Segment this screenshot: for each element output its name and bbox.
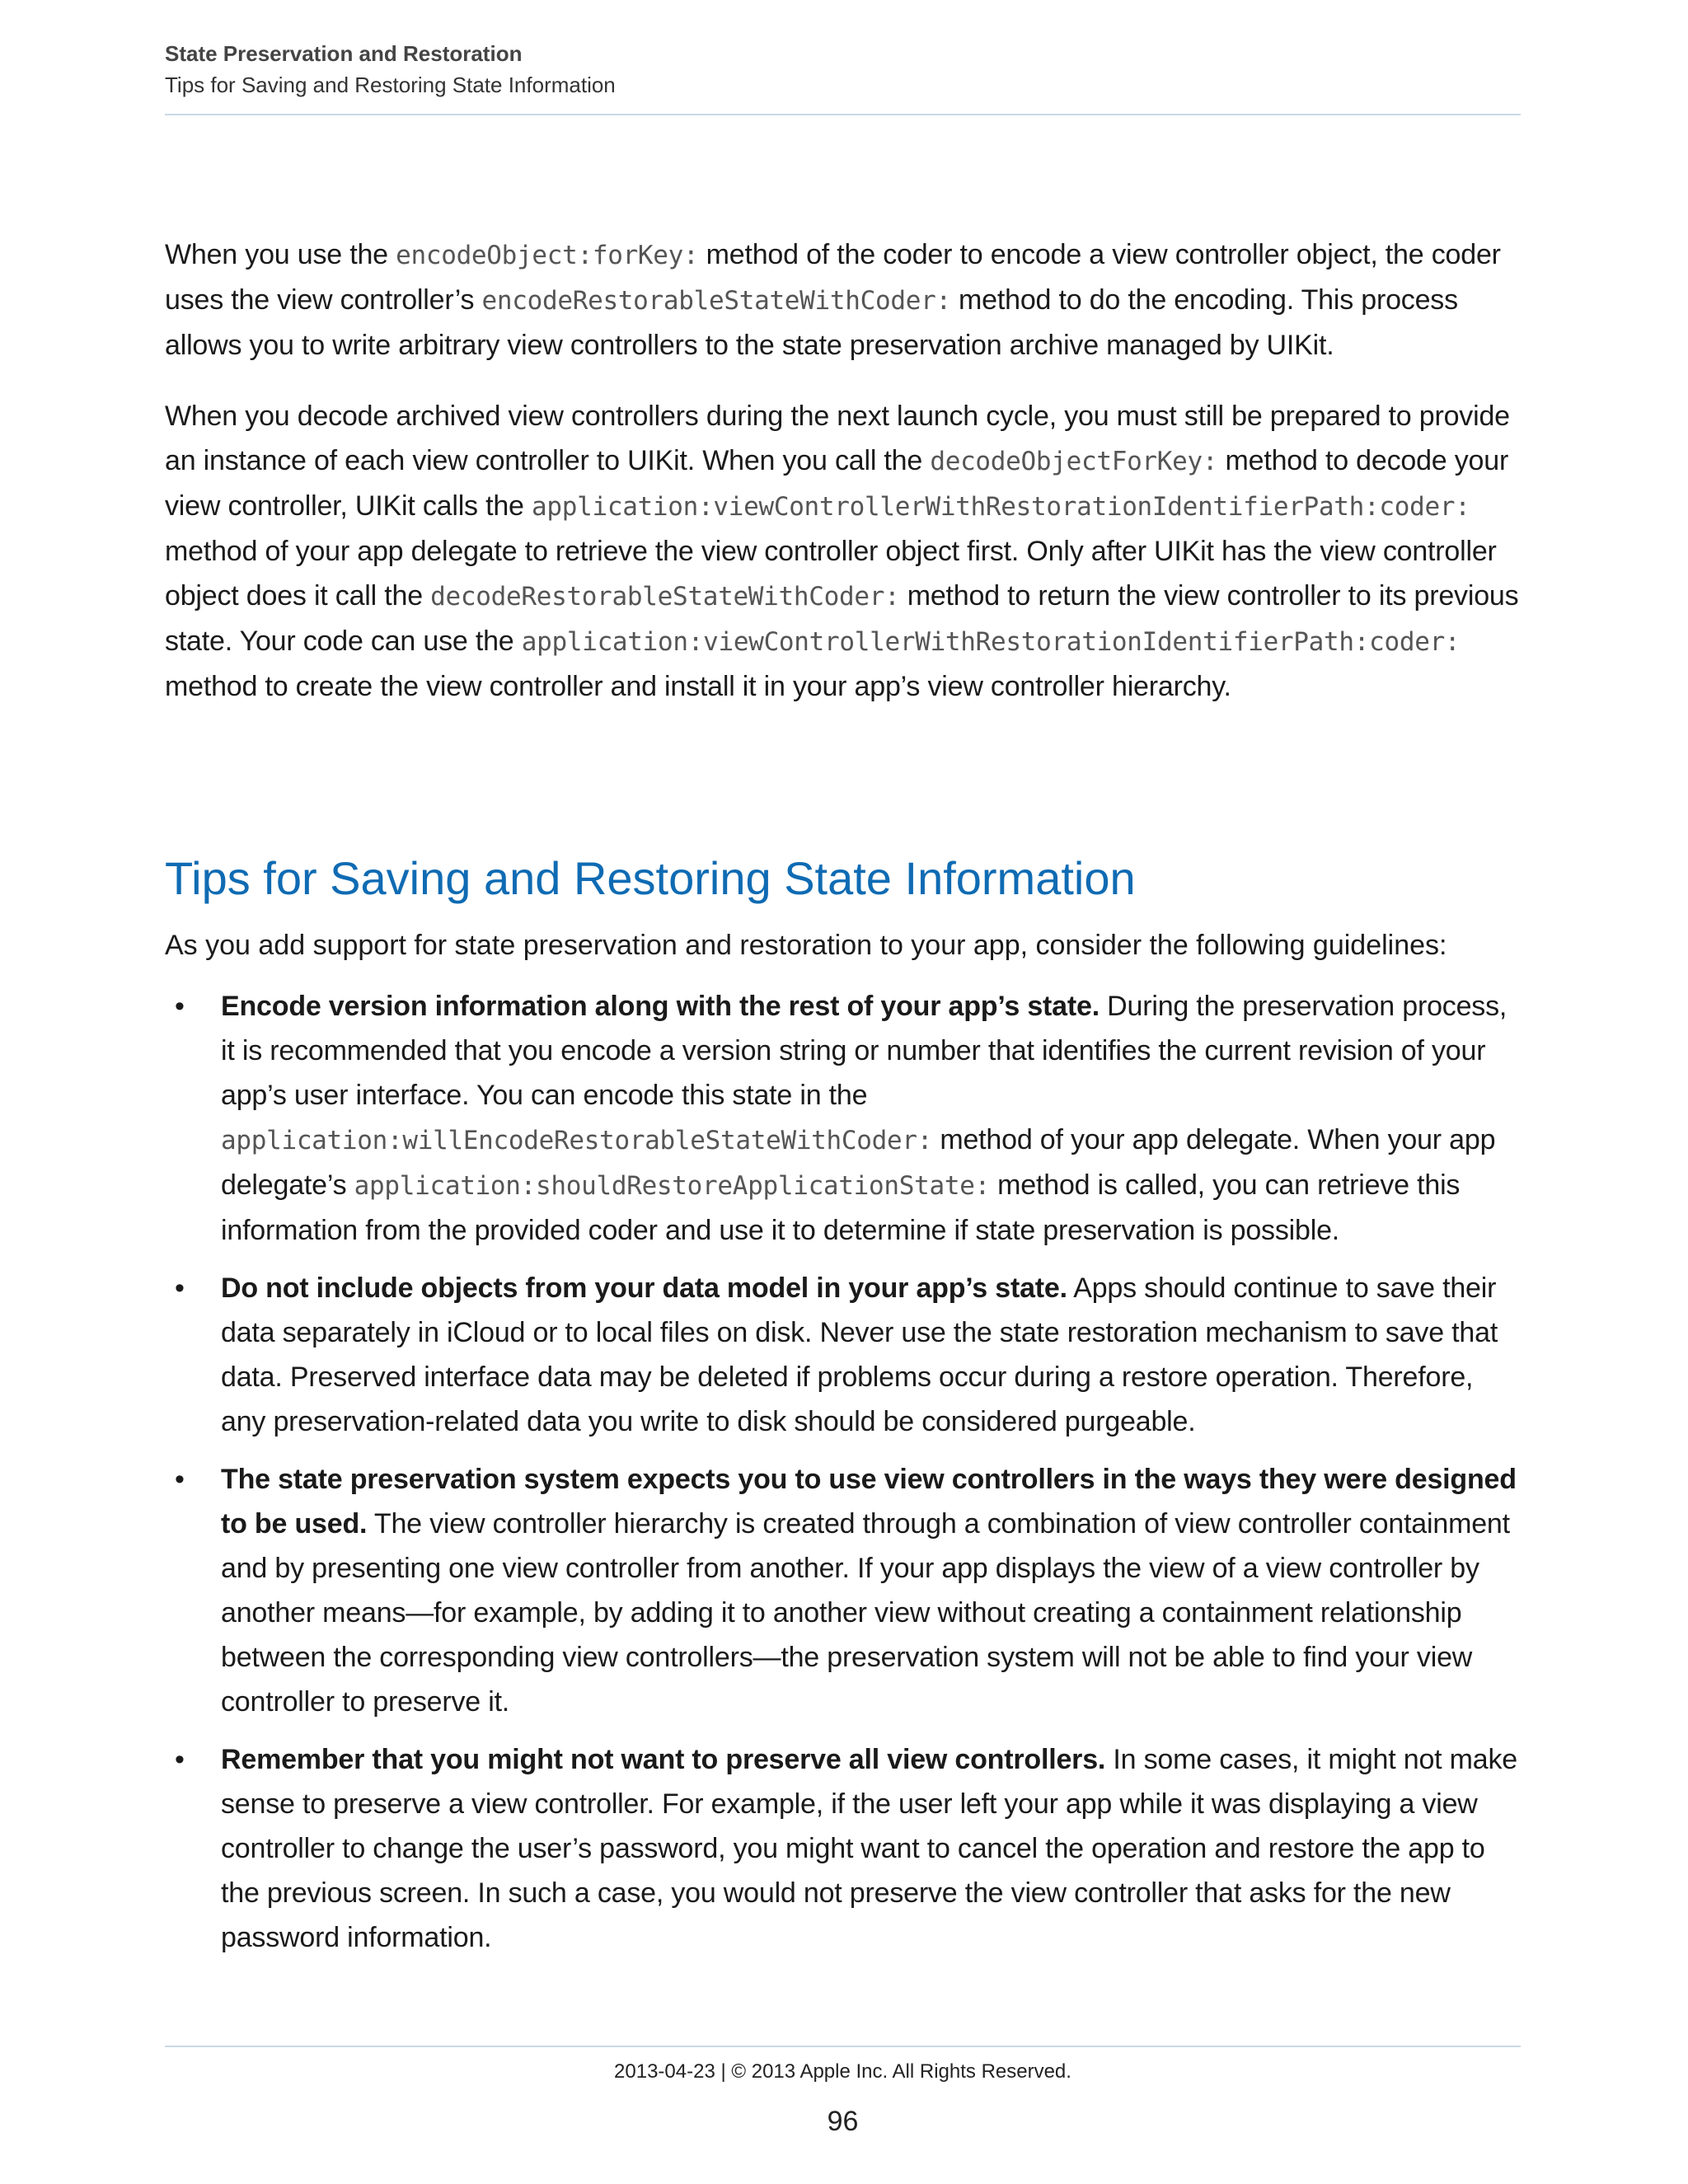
code-decode-object: decodeObjectForKey: bbox=[930, 447, 1218, 476]
bullet-icon: • bbox=[175, 991, 185, 1022]
chapter-title: State Preservation and Restoration bbox=[165, 41, 523, 66]
list-item-lead: Do not include objects from your data model in your app’s state. bbox=[221, 1272, 1067, 1304]
text-run: The view controller hierarchy is created through a combination of view controller containment and by presenting one view controller from another. If your app displays the view of a view controller by another means—for example, by adding it to another view without creating a containment relationship between the corresponding view controllers—the preservation system will not be able to find your view controller to preserve it. bbox=[221, 1508, 1510, 1718]
text-run: method of your app delegate to retrieve the view controller object first. Only after UIKit has the view controller object does it call the bbox=[165, 536, 1497, 612]
text-run: Apps should continue to save their data separately in iCloud or to local files on disk. Never use the state restoration mechanism to save that data. Preserved interface data may be deleted if problems occur during a restore operation. Therefore, any preservation-related data you write to disk should be considered purgeable. bbox=[221, 1272, 1498, 1437]
text-run: When you use the bbox=[165, 239, 396, 270]
list-item bbox=[165, 984, 1521, 1253]
list-item-lead: Remember that you might not want to preserve all view controllers. bbox=[221, 1744, 1106, 1775]
paragraph-encoding bbox=[165, 232, 1521, 368]
guidelines-list bbox=[165, 984, 1521, 1973]
page-number: 96 bbox=[827, 2106, 859, 2137]
code-will-encode-restorable-state: application:willEncodeRestorableStateWithCoder: bbox=[221, 1126, 933, 1155]
code-encode-restorable-state: encodeRestorableStateWithCoder: bbox=[481, 286, 951, 316]
text-run: method to create the view controller and install it in your app’s view controller hierarchy. bbox=[165, 671, 1231, 702]
code-encode-object: encodeObject:forKey: bbox=[396, 241, 699, 270]
list-item bbox=[165, 1737, 1521, 1960]
code-view-controller-with-restoration-path: application:viewControllerWithRestorationIdentifierPath:coder: bbox=[521, 627, 1461, 657]
text-run: When you decode archived view controllers during the next launch cycle, you must still be prepared to provide an instance of each view controller to UIKit. When you call the bbox=[165, 401, 1510, 476]
list-item bbox=[165, 1266, 1521, 1444]
list-item-lead: Encode version information along with the rest of your app’s state. bbox=[221, 991, 1100, 1022]
list-item bbox=[165, 1457, 1521, 1724]
bullet-icon: • bbox=[175, 1744, 185, 1775]
code-should-restore-application-state: application:shouldRestoreApplicationState: bbox=[354, 1171, 990, 1201]
code-view-controller-with-restoration-path: application:viewControllerWithRestorationIdentifierPath:coder: bbox=[532, 492, 1470, 522]
header-divider bbox=[165, 114, 1521, 115]
text-run: During the preservation process, it is recommended that you encode a version string or number that identifies the current revision of your app’s user interface. You can encode this state in the bbox=[221, 991, 1507, 1111]
code-decode-restorable-state: decodeRestorableStateWithCoder: bbox=[430, 582, 900, 612]
bullet-icon: • bbox=[175, 1464, 185, 1495]
section-heading: Tips for Saving and Restoring State Information bbox=[165, 852, 1136, 904]
text-run: method of your app delegate. When your app delegate’s bbox=[221, 1124, 1496, 1201]
list-item-lead: The state preservation system expects you to use view controllers in the ways they were designed to be used. bbox=[221, 1464, 1517, 1540]
body-text bbox=[165, 232, 1521, 735]
document-page bbox=[165, 0, 1521, 2184]
text-run: method to decode your view controller, UIKit calls the bbox=[165, 445, 1509, 522]
paragraph-decoding bbox=[165, 394, 1521, 709]
text-run: In some cases, it might not make sense to preserve a view controller. For example, if the user left your app while it was displaying a view controller to change the user’s password, you might want to cancel the operation and restore the app to the previous screen. In such a case, you would not preserve the view controller that asks for the new password information. bbox=[221, 1744, 1518, 1953]
text-run: method of the coder to encode a view controller object, the coder uses the view controller’s bbox=[165, 239, 1501, 316]
section-intro: As you add support for state preservation and restoration to your app, consider the following guidelines: bbox=[165, 930, 1447, 961]
text-run: method to do the encoding. This process allows you to write arbitrary view controllers to the state preservation archive managed by UIKit. bbox=[165, 284, 1458, 361]
footer-divider bbox=[165, 2046, 1521, 2047]
footer-copyright: 2013-04-23 | © 2013 Apple Inc. All Rights Reserved. bbox=[614, 2060, 1071, 2083]
section-subtitle: Tips for Saving and Restoring State Information bbox=[165, 73, 616, 97]
bullet-icon: • bbox=[175, 1272, 185, 1304]
text-run: method to return the view controller to its previous state. Your code can use the bbox=[165, 580, 1519, 657]
running-header bbox=[165, 40, 1521, 102]
text-run: method is called, you can retrieve this information from the provided coder and use it to determine if state preservation is possible. bbox=[221, 1169, 1461, 1246]
